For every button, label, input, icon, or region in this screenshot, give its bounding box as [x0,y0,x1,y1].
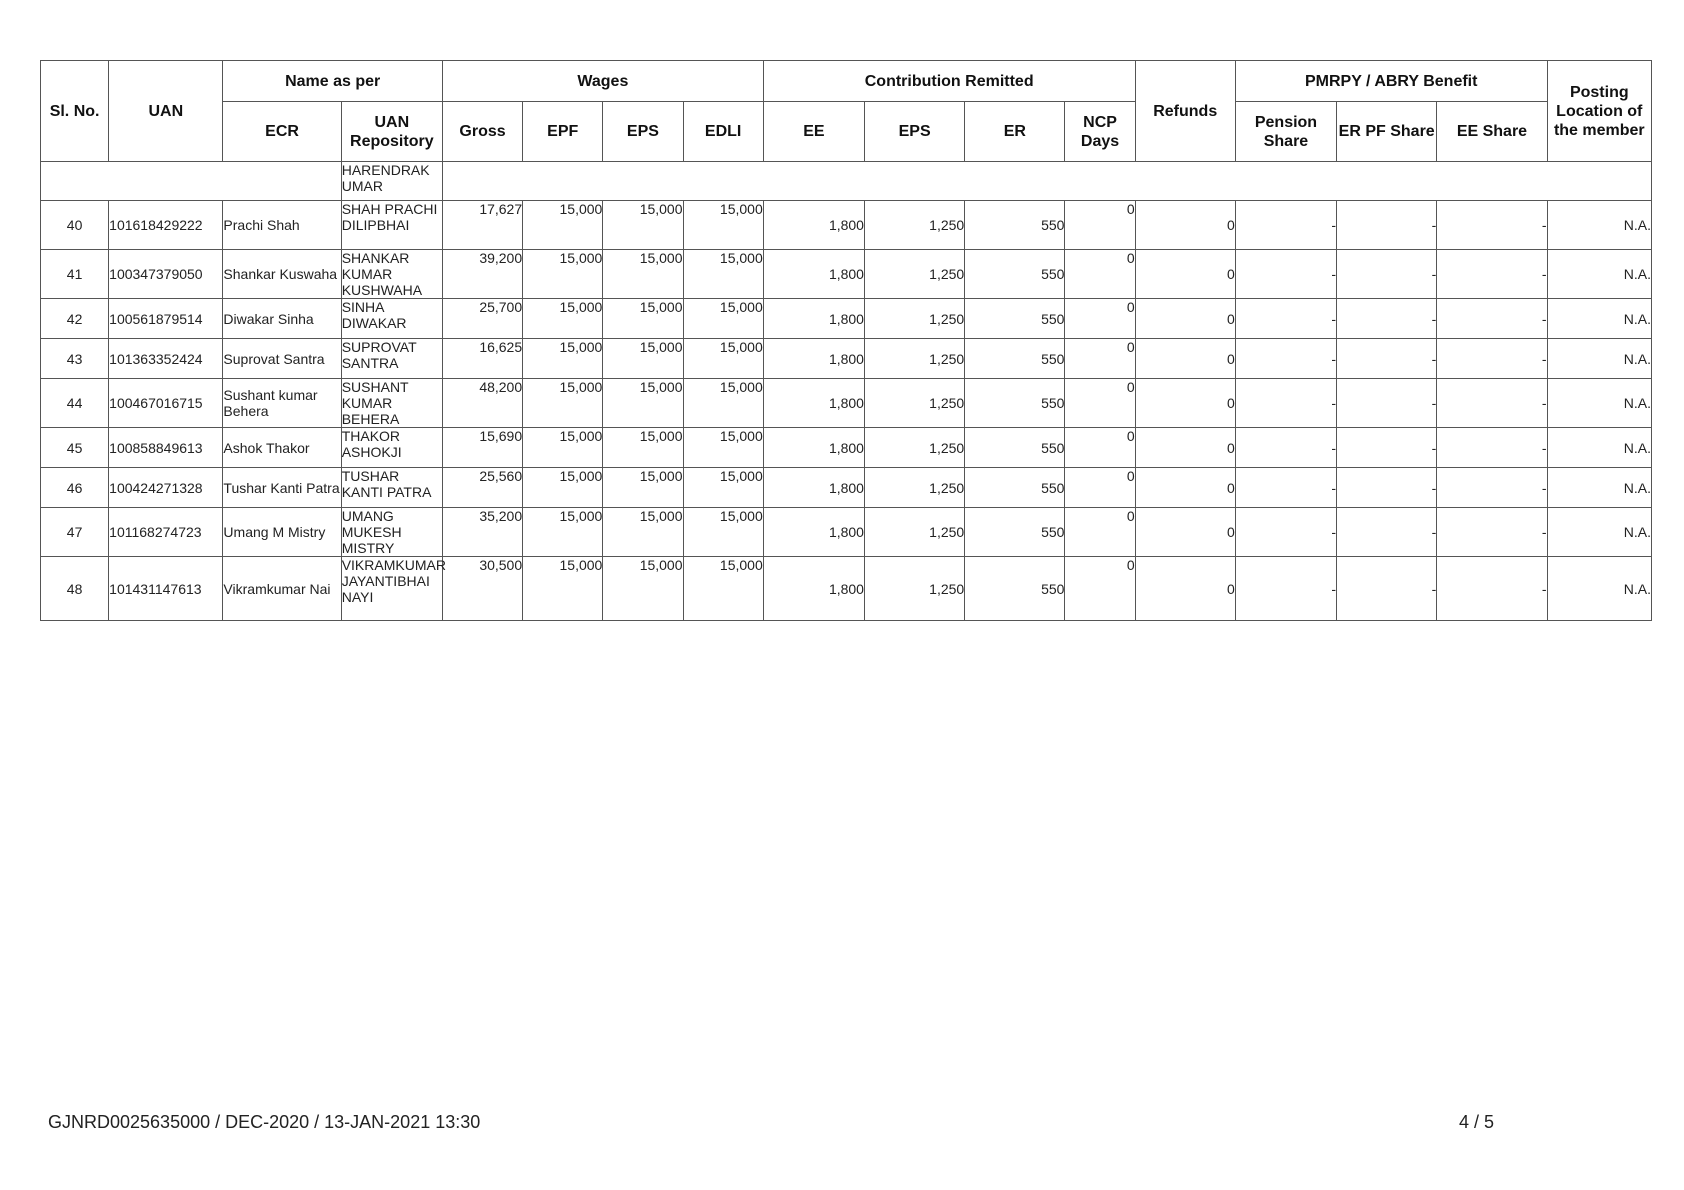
header-pension-share: Pension Share [1235,102,1336,162]
cell-wages-eps: 15,000 [603,468,683,508]
cell-uan-repository-name: UMANG MUKESH MISTRY [341,508,442,557]
cell-contribution-eps: 1,250 [864,201,964,250]
cell-gross: 17,627 [442,201,522,250]
cell-ncp-days: 0 [1065,508,1135,557]
cell-sl-no: 44 [41,379,109,428]
cell-uan-repository-name: THAKOR ASHOKJI [341,428,442,468]
cell-gross: 16,625 [442,339,522,379]
cell-uan: 101168274723 [109,508,223,557]
cell-pension-share: - [1235,250,1336,299]
cell-wages-eps: 15,000 [603,508,683,557]
header-refunds: Refunds [1135,61,1235,162]
header-wages-eps: EPS [603,102,683,162]
cell-er-pf-share: - [1337,339,1437,379]
cell-ecr-name: Sushant kumar Behera [223,379,341,428]
cell-wages-epf: 15,000 [523,557,603,621]
cell-refunds: 0 [1135,339,1235,379]
cell-er: 550 [965,508,1065,557]
table-body [41,162,1652,621]
cell-pension-share: - [1235,379,1336,428]
cell-edli: 15,000 [683,557,763,621]
cell-gross: 15,690 [442,428,522,468]
cell-uan: 101431147613 [109,557,223,621]
cell-refunds: 0 [1135,508,1235,557]
cell-wages-epf: 15,000 [523,508,603,557]
cell-wages-epf: 15,000 [523,250,603,299]
cell-wages-epf: 15,000 [523,428,603,468]
cell-edli: 15,000 [683,508,763,557]
footer-reference: GJNRD0025635000 / DEC-2020 / 13-JAN-2021 13:30 [48,1112,481,1132]
cell-ecr-name: Suprovat Santra [223,339,341,379]
cell-pension-share: - [1235,557,1336,621]
cell-uan: 100347379050 [109,250,223,299]
cell-edli: 15,000 [683,379,763,428]
cell-posting-location: N.A. [1547,201,1651,250]
cell-ncp-days: 0 [1065,250,1135,299]
cell-edli: 15,000 [683,201,763,250]
cell-contribution-eps: 1,250 [864,379,964,428]
cell-ecr-name: Ashok Thakor [223,428,341,468]
cell-posting-location: N.A. [1547,250,1651,299]
cell-ee-share: - [1437,299,1547,339]
cell-ee: 1,800 [763,250,864,299]
cell-ee: 1,800 [763,557,864,621]
cell-ee-share: - [1437,428,1547,468]
cell-ee: 1,800 [763,339,864,379]
cell-gross: 30,500 [442,557,522,621]
ecr-table [40,60,1652,621]
cell-ee: 1,800 [763,468,864,508]
cell-pension-share: - [1235,299,1336,339]
cell-pension-share: - [1235,201,1336,250]
cell-ecr-name: Vikramkumar Nai [223,557,341,621]
cell-sl-no: 40 [41,201,109,250]
cell-ee-share: - [1437,508,1547,557]
cell-uan-repository-name: SHAH PRACHI DILIPBHAI [341,201,442,250]
cell-ee: 1,800 [763,379,864,428]
cell-gross: 35,200 [442,508,522,557]
header-gross: Gross [442,102,522,162]
continuation-row [41,162,1652,201]
header-contribution-eps: EPS [864,102,964,162]
table-row [41,428,1652,468]
header-uan: UAN [109,61,223,162]
cell-refunds: 0 [1135,468,1235,508]
cell-wages-eps: 15,000 [603,557,683,621]
cell-refunds: 0 [1135,379,1235,428]
cell-er: 550 [965,557,1065,621]
cell-ee-share: - [1437,339,1547,379]
cell-edli: 15,000 [683,339,763,379]
cell-posting-location: N.A. [1547,468,1651,508]
table-row [41,250,1652,299]
cell-refunds: 0 [1135,557,1235,621]
cell-er: 550 [965,201,1065,250]
cell-contribution-eps: 1,250 [864,508,964,557]
cell-ecr-name: Tushar Kanti Patra [223,468,341,508]
continuation-uan-repository: HARENDRAK UMAR [341,162,442,201]
table-row [41,557,1652,621]
cell-contribution-eps: 1,250 [864,250,964,299]
cell-ee: 1,800 [763,508,864,557]
cell-edli: 15,000 [683,468,763,508]
cell-uan: 100467016715 [109,379,223,428]
cell-ecr-name: Diwakar Sinha [223,299,341,339]
cell-wages-epf: 15,000 [523,299,603,339]
cell-uan-repository-name: SHANKAR KUMAR KUSHWAHA [341,250,442,299]
cell-contribution-eps: 1,250 [864,557,964,621]
cell-er-pf-share: - [1337,250,1437,299]
cell-gross: 39,200 [442,250,522,299]
cell-uan: 100561879514 [109,299,223,339]
header-ncp-days: NCP Days [1065,102,1135,162]
cell-er: 550 [965,468,1065,508]
cell-ee-share: - [1437,468,1547,508]
header-er-pf-share: ER PF Share [1337,102,1437,162]
cell-ee-share: - [1437,379,1547,428]
table-row [41,201,1652,250]
cell-ncp-days: 0 [1065,299,1135,339]
cell-ee: 1,800 [763,299,864,339]
cell-ee: 1,800 [763,201,864,250]
footer-page-number: 4 / 5 [1459,1112,1495,1132]
cell-uan-repository-name: SUSHANT KUMAR BEHERA [341,379,442,428]
cell-contribution-eps: 1,250 [864,339,964,379]
cell-wages-eps: 15,000 [603,428,683,468]
cell-er: 550 [965,428,1065,468]
cell-uan: 101618429222 [109,201,223,250]
header-ee: EE [763,102,864,162]
cell-refunds: 0 [1135,299,1235,339]
cell-pension-share: - [1235,508,1336,557]
table-row [41,339,1652,379]
cell-wages-eps: 15,000 [603,379,683,428]
header-edli: EDLI [683,102,763,162]
cell-uan-repository-name: TUSHAR KANTI PATRA [341,468,442,508]
cell-er: 550 [965,250,1065,299]
cell-er-pf-share: - [1337,468,1437,508]
header-uan-repository: UAN Repository [341,102,442,162]
cell-pension-share: - [1235,428,1336,468]
header-pmrpy-abry-benefit: PMRPY / ABRY Benefit [1235,61,1547,102]
cell-pension-share: - [1235,468,1336,508]
cell-wages-epf: 15,000 [523,379,603,428]
table-row [41,379,1652,428]
cell-refunds: 0 [1135,250,1235,299]
cell-uan-repository-name: SUPROVAT SANTRA [341,339,442,379]
cell-sl-no: 46 [41,468,109,508]
cell-er-pf-share: - [1337,379,1437,428]
cell-ee-share: - [1437,201,1547,250]
cell-posting-location: N.A. [1547,508,1651,557]
header-wages: Wages [442,61,763,102]
cell-uan: 100858849613 [109,428,223,468]
cell-ncp-days: 0 [1065,201,1135,250]
cell-contribution-eps: 1,250 [864,428,964,468]
cell-ncp-days: 0 [1065,339,1135,379]
cell-posting-location: N.A. [1547,428,1651,468]
table-row [41,299,1652,339]
cell-er: 550 [965,339,1065,379]
cell-uan: 100424271328 [109,468,223,508]
cell-sl-no: 41 [41,250,109,299]
cell-wages-eps: 15,000 [603,299,683,339]
cell-ncp-days: 0 [1065,379,1135,428]
cell-ncp-days: 0 [1065,428,1135,468]
cell-er-pf-share: - [1337,428,1437,468]
cell-er: 550 [965,379,1065,428]
cell-gross: 25,700 [442,299,522,339]
cell-ecr-name: Umang M Mistry [223,508,341,557]
cell-er-pf-share: - [1337,508,1437,557]
header-posting-location: Posting Location of the member [1547,61,1651,162]
cell-refunds: 0 [1135,428,1235,468]
header-contribution-remitted: Contribution Remitted [763,61,1135,102]
cell-ecr-name: Shankar Kuswaha [223,250,341,299]
cell-contribution-eps: 1,250 [864,468,964,508]
header-name-as-per: Name as per [223,61,443,102]
cell-wages-eps: 15,000 [603,250,683,299]
cell-contribution-eps: 1,250 [864,299,964,339]
cell-edli: 15,000 [683,428,763,468]
cell-gross: 25,560 [442,468,522,508]
header-sl-no: Sl. No. [41,61,109,162]
cell-wages-epf: 15,000 [523,339,603,379]
cell-posting-location: N.A. [1547,379,1651,428]
cell-posting-location: N.A. [1547,299,1651,339]
cell-wages-epf: 15,000 [523,468,603,508]
header-er: ER [965,102,1065,162]
cell-gross: 48,200 [442,379,522,428]
cell-ee-share: - [1437,250,1547,299]
cell-edli: 15,000 [683,250,763,299]
cell-sl-no: 42 [41,299,109,339]
cell-uan-repository-name: VIKRAMKUMAR JAYANTIBHAI NAYI [341,557,442,621]
cell-er-pf-share: - [1337,557,1437,621]
cell-sl-no: 48 [41,557,109,621]
cell-posting-location: N.A. [1547,557,1651,621]
cell-sl-no: 43 [41,339,109,379]
header-wages-epf: EPF [523,102,603,162]
cell-er: 550 [965,299,1065,339]
cell-ncp-days: 0 [1065,557,1135,621]
cell-er-pf-share: - [1337,201,1437,250]
cell-wages-eps: 15,000 [603,201,683,250]
cell-pension-share: - [1235,339,1336,379]
table-row [41,468,1652,508]
cell-wages-eps: 15,000 [603,339,683,379]
cell-wages-epf: 15,000 [523,201,603,250]
cell-uan: 101363352424 [109,339,223,379]
cell-er-pf-share: - [1337,299,1437,339]
cell-uan-repository-name: SINHA DIWAKAR [341,299,442,339]
cell-edli: 15,000 [683,299,763,339]
cell-sl-no: 47 [41,508,109,557]
cell-ecr-name: Prachi Shah [223,201,341,250]
cell-posting-location: N.A. [1547,339,1651,379]
cell-ee-share: - [1437,557,1547,621]
cell-sl-no: 45 [41,428,109,468]
cell-ee: 1,800 [763,428,864,468]
cell-refunds: 0 [1135,201,1235,250]
table-row [41,508,1652,557]
cell-ncp-days: 0 [1065,468,1135,508]
header-ecr: ECR [223,102,341,162]
header-ee-share: EE Share [1437,102,1547,162]
